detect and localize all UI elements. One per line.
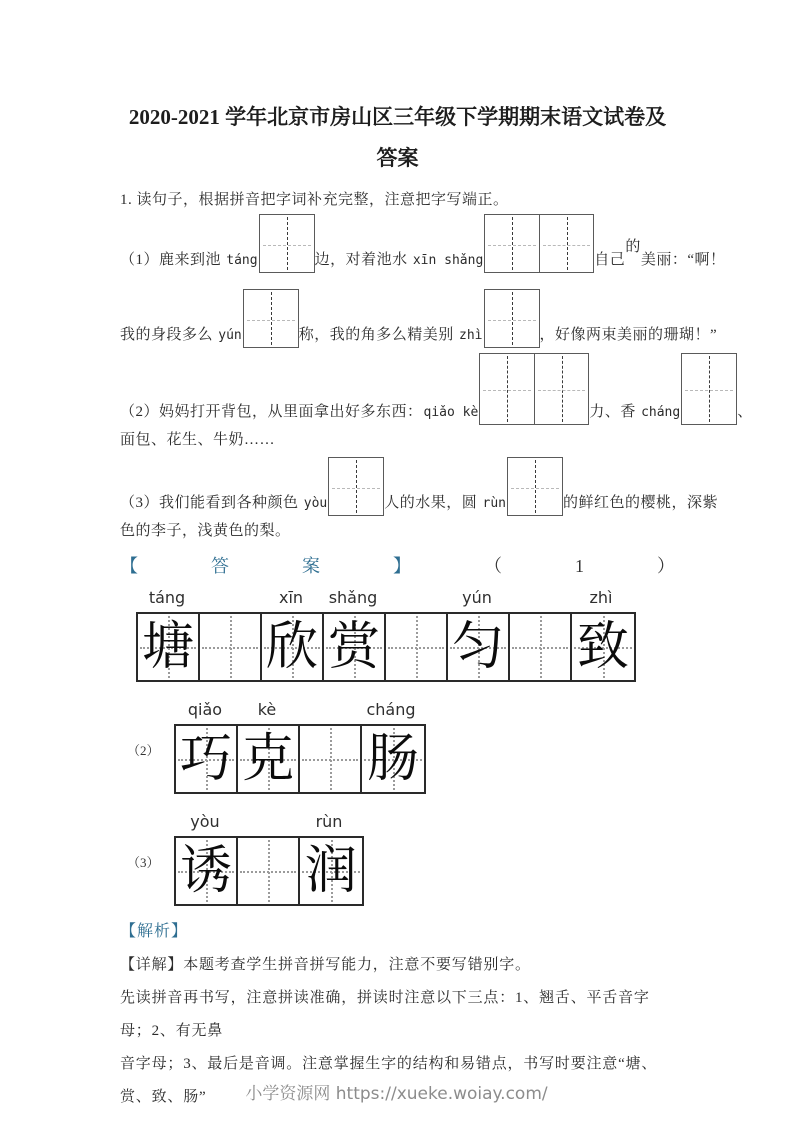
grid-pinyin-label bbox=[508, 588, 570, 609]
pinyin-hint: yòu bbox=[303, 496, 328, 511]
grid-pinyin-label: zhì bbox=[589, 588, 613, 607]
answer-label-char2: 案 bbox=[302, 556, 320, 576]
grid-pinyin-label: rùn bbox=[315, 812, 343, 831]
answer-character: 肠 bbox=[366, 729, 419, 789]
question-line bbox=[120, 427, 675, 453]
tianzige-grid-cell bbox=[176, 726, 238, 792]
answer-grid-block bbox=[136, 588, 675, 682]
page-title-line2: 答案 bbox=[376, 146, 419, 170]
question-text: （2）妈妈打开背包，从里面拿出好多东西： bbox=[120, 404, 423, 420]
grid-pinyin-label: qiǎo bbox=[187, 700, 223, 719]
answer-section-header bbox=[120, 554, 675, 579]
grid-pinyin-label: shǎng bbox=[328, 588, 378, 607]
question-text: （1）鹿来到池 bbox=[120, 252, 226, 268]
tianzige-cell bbox=[682, 354, 736, 424]
grid-pinyin-label: yún bbox=[462, 588, 492, 607]
question-text: 称，我的角多么精美别 bbox=[298, 327, 459, 343]
grid-item-number: （2） bbox=[127, 743, 160, 758]
tianzige-grid-cell bbox=[448, 614, 510, 680]
tianzige-grid-cell bbox=[262, 614, 324, 680]
question-text: ，好像两束美丽的珊瑚！” bbox=[539, 327, 718, 343]
analysis-header: 【解析】 bbox=[120, 923, 189, 940]
grid-pinyin-label bbox=[236, 812, 298, 833]
tianzige-grid-cell bbox=[300, 838, 362, 904]
tianzige-grid bbox=[136, 612, 636, 682]
question-text: 自己 bbox=[594, 252, 626, 268]
tianzige-grid-cell bbox=[200, 614, 262, 680]
grid-pinyin-label: cháng bbox=[366, 700, 416, 719]
tianzige-grid-cell bbox=[238, 726, 300, 792]
tianzige-cell bbox=[508, 458, 562, 515]
question-line bbox=[120, 289, 718, 348]
tianzige-cell bbox=[534, 354, 588, 424]
tianzige-grid-cell bbox=[572, 614, 634, 680]
question-text: 的鲜红色的樱桃，深紫 bbox=[563, 495, 719, 511]
tianzige-cell bbox=[260, 215, 314, 272]
answer-paren-open: （ bbox=[484, 556, 502, 576]
pinyin-hint: qiǎo kè bbox=[423, 405, 479, 420]
answer-character: 致 bbox=[576, 617, 629, 677]
tianzige-grid bbox=[174, 724, 426, 794]
grid-row bbox=[136, 612, 675, 682]
question-1-intro: 1. 读句子，根据拼音把字词补充完整，注意把字写端正。 bbox=[120, 192, 509, 208]
answer-character: 欣 bbox=[265, 617, 318, 677]
grid-pinyin-row bbox=[136, 588, 675, 609]
tianzige-answer-box bbox=[681, 353, 737, 425]
answer-character: 巧 bbox=[179, 729, 232, 789]
answer-character: 赏 bbox=[327, 617, 380, 677]
grid-pinyin-label bbox=[298, 700, 360, 721]
grid-pinyin-row bbox=[174, 700, 675, 721]
analysis-detail-line: 【详解】本题考查学生拼音拼写能力，注意不要写错别字。 bbox=[120, 957, 531, 973]
answer-character: 润 bbox=[304, 841, 357, 901]
grid-pinyin-label: táng bbox=[148, 588, 186, 607]
tianzige-grid-cell bbox=[362, 726, 424, 792]
answer-character: 克 bbox=[241, 729, 294, 789]
question-text: 、 bbox=[737, 404, 753, 420]
tianzige-cell bbox=[485, 215, 539, 272]
answer-bracket-close: 】 bbox=[393, 556, 411, 576]
question-text: 面包、花生、牛奶…… bbox=[120, 432, 276, 448]
tianzige-grid-cell bbox=[324, 614, 386, 680]
tianzige-grid-cell bbox=[138, 614, 200, 680]
answer-character: 诱 bbox=[179, 841, 232, 901]
answer-grid-block bbox=[127, 812, 675, 906]
answer-character: 匀 bbox=[451, 617, 504, 677]
pinyin-hint: yún bbox=[218, 328, 242, 343]
analysis-paragraph-line1: 先读拼音再书写，注意拼读准确，拼读时注意以下三点：1、翘舌、平舌音字母；2、有无鼻 bbox=[120, 990, 650, 1039]
question-text: 力、香 bbox=[589, 404, 641, 420]
pinyin-hint: zhì bbox=[459, 328, 483, 343]
grid-row bbox=[127, 836, 675, 906]
grid-pinyin-label: yòu bbox=[190, 812, 220, 831]
tianzige-answer-box bbox=[328, 457, 384, 516]
tianzige-answer-box bbox=[259, 214, 315, 273]
tianzige-grid-cell bbox=[238, 838, 300, 904]
question-text: 人的水果，圆 bbox=[384, 495, 482, 511]
answer-number: 1 bbox=[575, 556, 584, 576]
question-text: 色的李子，浅黄色的梨。 bbox=[120, 523, 291, 539]
tianzige-grid-cell bbox=[300, 726, 362, 792]
question-line bbox=[120, 214, 726, 273]
tianzige-cell bbox=[485, 290, 539, 347]
page-title bbox=[120, 97, 675, 179]
answer-paren-close: ） bbox=[657, 556, 675, 576]
answer-grid-block bbox=[127, 700, 675, 794]
site-footer-link: 小学资源网 https://xueke.woiay.com/ bbox=[245, 1084, 548, 1104]
answer-label-char1: 答 bbox=[211, 556, 229, 576]
question-line bbox=[120, 353, 753, 425]
tianzige-answer-box bbox=[484, 289, 540, 348]
grid-row bbox=[127, 724, 675, 794]
grid-pinyin-label: xīn bbox=[278, 588, 304, 607]
question-line bbox=[120, 457, 719, 516]
grid-pinyin-label bbox=[198, 588, 260, 609]
answer-bracket-open: 【 bbox=[120, 556, 138, 576]
answer-grids bbox=[120, 588, 675, 906]
tianzige-answer-box bbox=[507, 457, 563, 516]
pinyin-hint: táng bbox=[226, 253, 258, 268]
grid-pinyin-label bbox=[384, 588, 446, 609]
question-text: 美丽：“啊！ bbox=[640, 252, 726, 268]
tianzige-cell bbox=[329, 458, 383, 515]
tianzige-grid bbox=[174, 836, 364, 906]
question-text: 我的身段多么 bbox=[120, 327, 218, 343]
tianzige-cell bbox=[539, 215, 593, 272]
question-line bbox=[120, 518, 675, 544]
tianzige-cell bbox=[244, 290, 298, 347]
question-text-raised: 的 bbox=[625, 239, 641, 255]
grid-pinyin-row bbox=[174, 812, 675, 833]
pinyin-hint: rùn bbox=[482, 496, 506, 511]
tianzige-answer-box bbox=[243, 289, 299, 348]
page-title-line1: 2020-2021 学年北京市房山区三年级下学期期末语文试卷及 bbox=[128, 105, 667, 129]
tianzige-grid-cell bbox=[176, 838, 238, 904]
answer-character: 塘 bbox=[141, 617, 194, 677]
tianzige-grid-cell bbox=[510, 614, 572, 680]
grid-pinyin-label: kè bbox=[257, 700, 277, 719]
tianzige-grid-cell bbox=[386, 614, 448, 680]
tianzige-cell bbox=[480, 354, 534, 424]
analysis-paragraph-line2: 音字母；3、最后是音调。注意掌握生字的结构和易错点，书写时要注意“塘、赏、致、肠” bbox=[120, 1056, 658, 1105]
grid-item-number: （3） bbox=[127, 855, 160, 870]
pinyin-hint: cháng bbox=[641, 405, 681, 420]
tianzige-answer-box bbox=[484, 214, 594, 273]
tianzige-answer-box bbox=[479, 353, 589, 425]
question-text: 边，对着池水 bbox=[314, 252, 412, 268]
question-lines bbox=[120, 214, 753, 544]
question-text: （3）我们能看到各种颜色 bbox=[120, 495, 303, 511]
pinyin-hint: xīn shǎng bbox=[412, 253, 484, 268]
